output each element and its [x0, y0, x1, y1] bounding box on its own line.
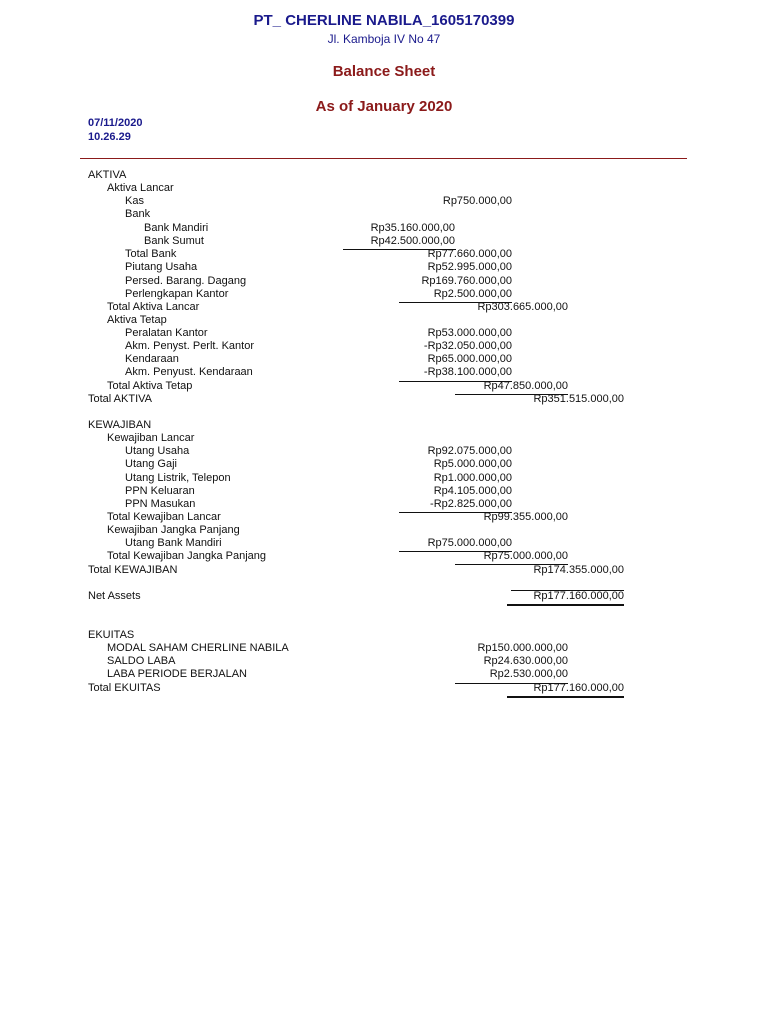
piutang-usaha-amount: Rp52.995.000,00 — [427, 261, 512, 273]
ppn-masukan-label: PPN Masukan — [125, 498, 196, 510]
perlengkapan-label: Perlengkapan Kantor — [125, 288, 229, 300]
header-divider — [80, 158, 687, 159]
total-aktiva-label: Total AKTIVA — [88, 393, 152, 405]
total-ekuitas-amount: Rp177.160.000,00 — [533, 682, 624, 694]
total-double-rule — [507, 696, 624, 698]
bank-sumut-amount: Rp42.500.000,00 — [370, 235, 455, 247]
aktiva-heading: AKTIVA — [88, 169, 127, 181]
ppn-keluaran-label: PPN Keluaran — [125, 485, 195, 497]
utang-usaha-amount: Rp92.075.000,00 — [427, 445, 512, 457]
total-aktiva-amount: Rp351.515.000,00 — [533, 393, 624, 405]
company-address: Jl. Kamboja IV No 47 — [327, 32, 441, 46]
kendaraan-label: Kendaraan — [125, 353, 179, 365]
total-ekuitas-label: Total EKUITAS — [88, 682, 161, 694]
utang-bank-amount: Rp75.000.000,00 — [427, 537, 512, 549]
kewajiban-lancar-heading: Kewajiban Lancar — [107, 432, 195, 444]
aktiva-tetap-heading: Aktiva Tetap — [107, 314, 167, 326]
bank-mandiri-amount: Rp35.160.000,00 — [370, 222, 455, 234]
total-aktiva-lancar-label: Total Aktiva Lancar — [107, 301, 200, 313]
saldo-laba-amount: Rp24.630.000,00 — [483, 655, 568, 667]
modal-saham-amount: Rp150.000.000,00 — [477, 642, 568, 654]
laba-berjalan-amount: Rp2.530.000,00 — [489, 668, 568, 680]
utang-gaji-label: Utang Gaji — [125, 458, 177, 470]
utang-bank-label: Utang Bank Mandiri — [125, 537, 222, 549]
modal-saham-label: MODAL SAHAM CHERLINE NABILA — [107, 642, 289, 654]
peralatan-label: Peralatan Kantor — [125, 327, 208, 339]
total-kewajiban-panjang-label: Total Kewajiban Jangka Panjang — [107, 550, 267, 562]
akm-kendaraan-label: Akm. Penyust. Kendaraan — [125, 366, 253, 378]
total-kewajiban-label: Total KEWAJIBAN — [88, 564, 178, 576]
akm-peralatan-label: Akm. Penyst. Perlt. Kantor — [125, 340, 254, 352]
akm-peralatan-amount: -Rp32.050.000,00 — [423, 340, 512, 352]
kewajiban-heading: KEWAJIBAN — [88, 419, 152, 431]
report-title: Balance Sheet — [332, 63, 436, 80]
net-assets-label: Net Assets — [88, 590, 141, 602]
report-period: As of January 2020 — [315, 98, 453, 115]
kas-label: Kas — [125, 195, 144, 207]
print-time: 10.26.29 — [88, 131, 131, 143]
perlengkapan-amount: Rp2.500.000,00 — [433, 288, 512, 300]
utang-gaji-amount: Rp5.000.000,00 — [433, 458, 512, 470]
aktiva-lancar-heading: Aktiva Lancar — [107, 182, 174, 194]
total-aktiva-tetap-amount: Rp47.850.000,00 — [483, 380, 568, 392]
bank-sumut-label: Bank Sumut — [144, 235, 204, 247]
persediaan-label: Persed. Barang. Dagang — [125, 275, 247, 287]
piutang-usaha-label: Piutang Usaha — [125, 261, 198, 273]
kendaraan-amount: Rp65.000.000,00 — [427, 353, 512, 365]
total-bank-amount: Rp77.660.000,00 — [427, 248, 512, 260]
ekuitas-heading: EKUITAS — [88, 629, 135, 641]
kewajiban-panjang-heading: Kewajiban Jangka Panjang — [107, 524, 240, 536]
ppn-masukan-amount: -Rp2.825.000,00 — [430, 498, 512, 510]
total-kewajiban-amount: Rp174.355.000,00 — [533, 564, 624, 576]
laba-berjalan-label: LABA PERIODE BERJALAN — [107, 668, 247, 680]
kas-amount: Rp750.000,00 — [442, 195, 512, 207]
ppn-keluaran-amount: Rp4.105.000,00 — [433, 485, 512, 497]
bank-heading: Bank — [125, 208, 151, 220]
total-bank-label: Total Bank — [125, 248, 177, 260]
persediaan-amount: Rp169.760.000,00 — [421, 275, 512, 287]
total-aktiva-tetap-label: Total Aktiva Tetap — [107, 380, 193, 392]
total-aktiva-lancar-amount: Rp303.665.000,00 — [477, 301, 568, 313]
peralatan-amount: Rp53.000.000,00 — [427, 327, 512, 339]
company-name: PT_ CHERLINE NABILA_1605170399 — [253, 12, 515, 29]
saldo-laba-label: SALDO LABA — [107, 655, 176, 667]
bank-mandiri-label: Bank Mandiri — [144, 222, 209, 234]
akm-kendaraan-amount: -Rp38.100.000,00 — [423, 366, 512, 378]
utang-usaha-label: Utang Usaha — [125, 445, 190, 457]
print-date: 07/11/2020 — [88, 117, 143, 129]
total-kewajiban-lancar-amount: Rp99.355.000,00 — [483, 511, 568, 523]
total-kewajiban-lancar-label: Total Kewajiban Lancar — [107, 511, 221, 523]
total-double-rule — [507, 604, 624, 606]
utang-listrik-amount: Rp1.000.000,00 — [433, 472, 512, 484]
net-assets-amount: Rp177.160.000,00 — [533, 590, 624, 602]
total-kewajiban-panjang-amount: Rp75.000.000,00 — [483, 550, 568, 562]
utang-listrik-label: Utang Listrik, Telepon — [125, 472, 231, 484]
